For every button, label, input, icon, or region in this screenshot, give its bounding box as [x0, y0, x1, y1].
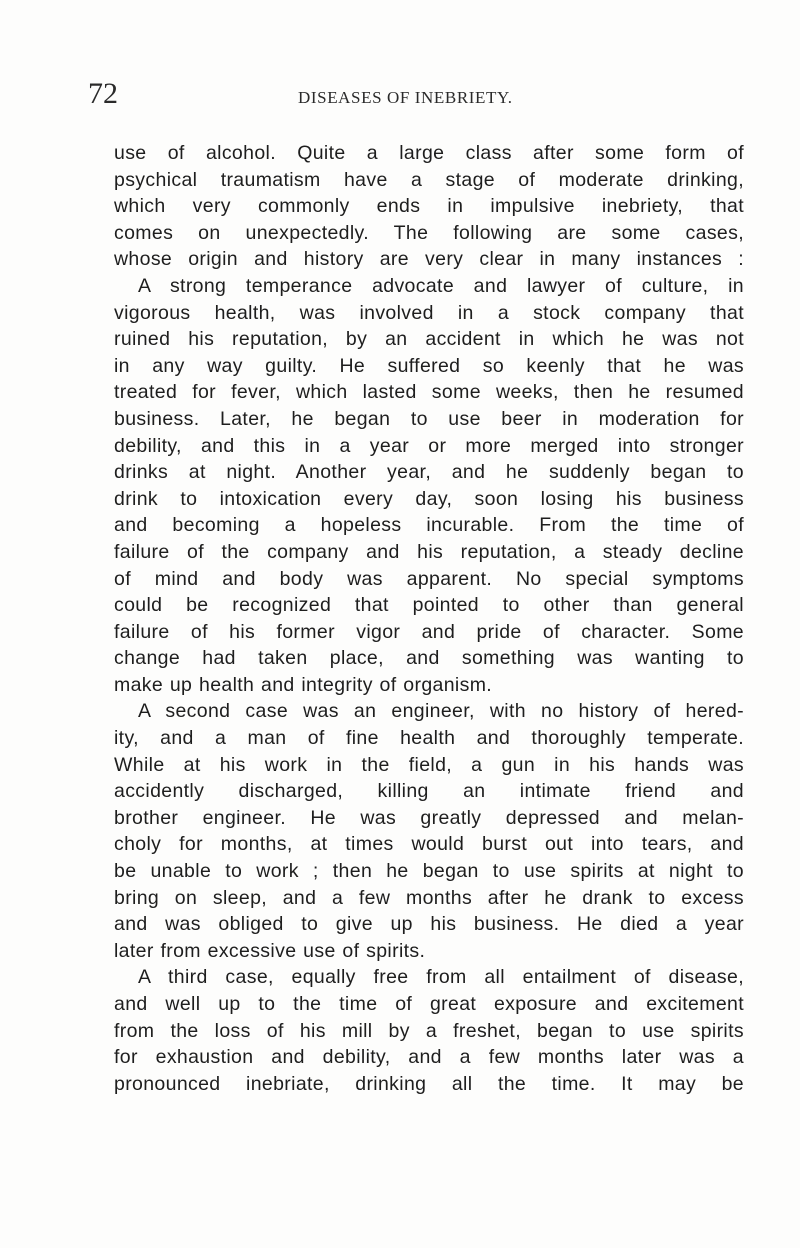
- text-line: vigorous health, was involved in a stock company that: [114, 301, 744, 324]
- text-line: ruined his reputation, by an accident in which he was not: [114, 328, 744, 351]
- text-line: and becoming a hopeless incurable. From the time of: [114, 514, 744, 537]
- text-line: drinks at night. Another year, and he suddenly began to: [114, 461, 744, 484]
- body-text: [114, 140, 744, 1097]
- paragraph-last-line: later from excessive use of spirits.: [114, 939, 426, 962]
- text-line: comes on unexpectedly. The following are some cases,: [114, 221, 744, 244]
- text-line: failure of the company and his reputation, a steady decline: [114, 540, 744, 563]
- text-line: psychical traumatism have a stage of moderate drinking,: [114, 168, 744, 191]
- text-line: be unable to work ; then he began to use spirits at night to: [114, 860, 744, 883]
- page-header: [0, 78, 800, 118]
- running-head: DISEASES OF INEBRIETY.: [298, 88, 513, 107]
- text-line: use of alcohol. Quite a large class after some form of: [114, 142, 744, 164]
- text-line: of mind and body was apparent. No special symptoms: [114, 567, 744, 590]
- text-line: debility, and this in a year or more merged into stronger: [114, 434, 744, 457]
- text-line: bring on sleep, and a few months after he drank to excess: [114, 886, 744, 909]
- text-line: pronounced inebriate, drinking all the time. It may be: [114, 1072, 744, 1095]
- text-line: ity, and a man of fine health and thoroughly temperate.: [114, 727, 744, 750]
- text-line: in any way guilty. He suffered so keenly that he was: [114, 354, 744, 377]
- page-number: 72: [88, 77, 118, 110]
- text-line: business. Later, he began to use beer in moderation for: [114, 407, 744, 430]
- text-line: choly for months, at times would burst out into tears, and: [114, 833, 744, 856]
- text-line: and was obliged to give up his business. He died a year: [114, 913, 744, 936]
- text-line: While at his work in the field, a gun in his hands was: [114, 753, 744, 776]
- paragraph-first-line: A second case was an engineer, with no history of hered-: [138, 700, 744, 723]
- paragraph-first-line: A third case, equally free from all entailment of disease,: [138, 966, 744, 989]
- text-line: which very commonly ends in impulsive inebriety, that: [114, 195, 744, 218]
- text-line: from the loss of his mill by a freshet, began to use spirits: [114, 1019, 744, 1042]
- text-line: could be recognized that pointed to other than general: [114, 594, 744, 617]
- text-line: treated for fever, which lasted some weeks, then he resumed: [114, 381, 744, 404]
- text-line: and well up to the time of great exposure and excitement: [114, 993, 744, 1015]
- paragraph-last-line: make up health and integrity of organism.: [114, 673, 493, 696]
- paragraph-first-line: A strong temperance advocate and lawyer of culture, in: [138, 274, 744, 297]
- text-line: accidently discharged, killing an intimate friend and: [114, 780, 744, 803]
- text-line: whose origin and history are very clear in many instances :: [114, 248, 744, 271]
- text-line: for exhaustion and debility, and a few months later was a: [114, 1046, 744, 1069]
- text-line: brother engineer. He was greatly depressed and melan-: [114, 806, 744, 829]
- text-line: drink to intoxication every day, soon losing his business: [114, 487, 744, 510]
- text-line: failure of his former vigor and pride of character. Some: [114, 620, 744, 643]
- text-line: change had taken place, and something was wanting to: [114, 647, 744, 670]
